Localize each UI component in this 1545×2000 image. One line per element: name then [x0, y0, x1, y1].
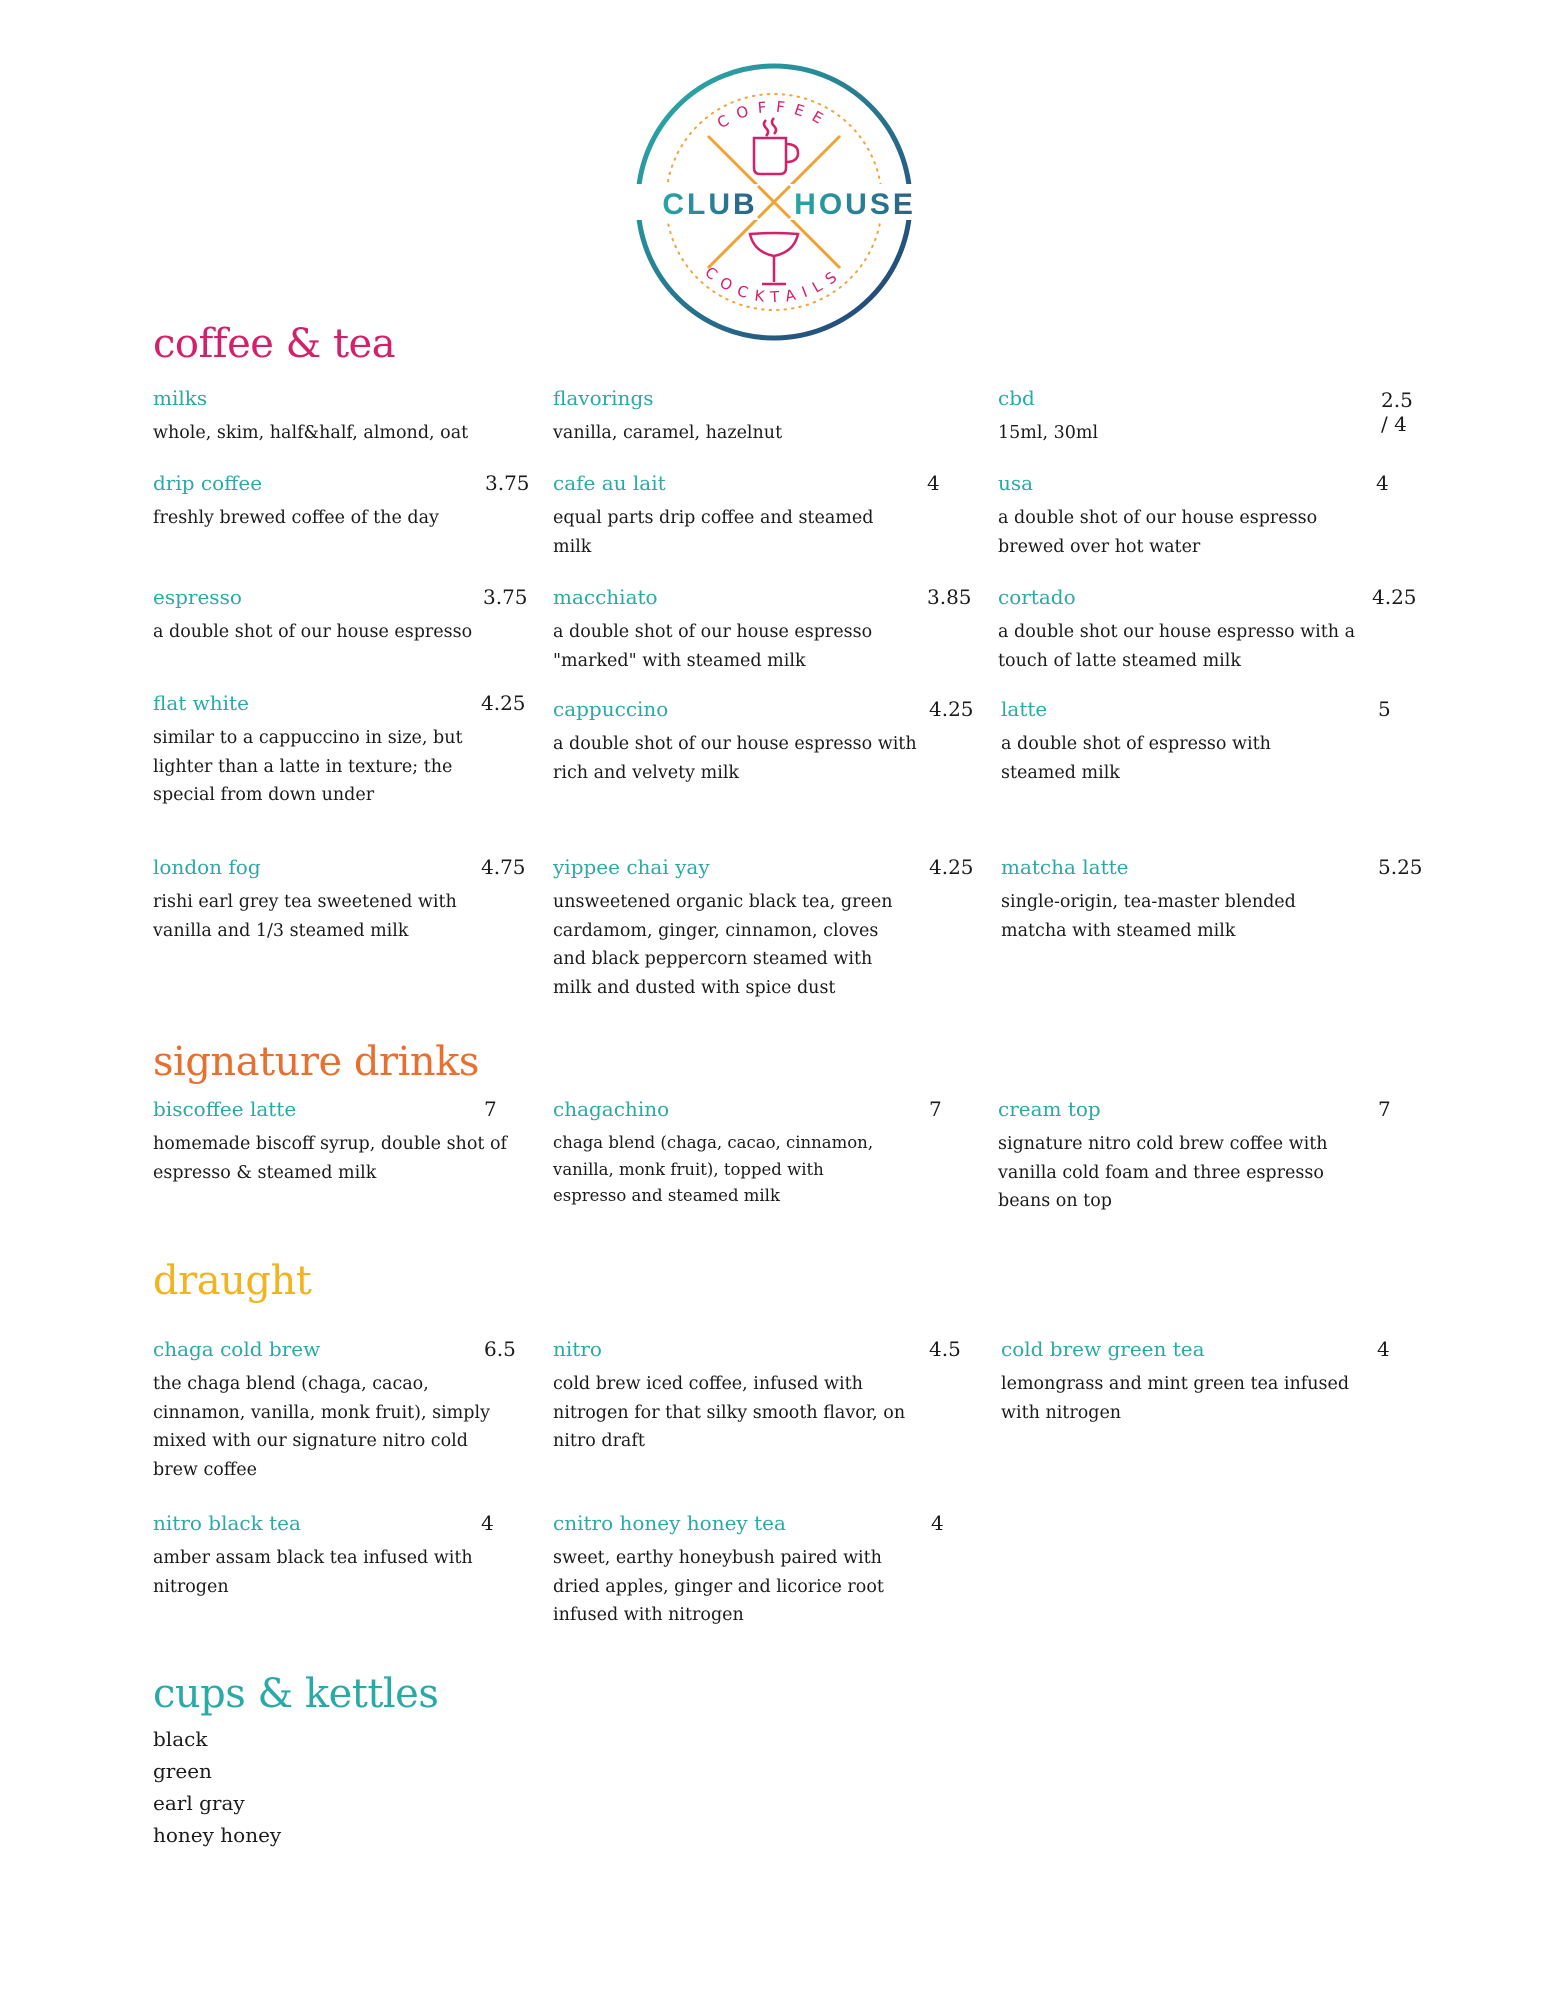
- menu-item-cortado: [998, 585, 1417, 675]
- logo-club-text: CLUB: [662, 188, 758, 221]
- list-item: black: [153, 1727, 208, 1751]
- item-name: macchiato: [553, 585, 658, 609]
- list-item: earl gray: [153, 1791, 245, 1815]
- item-desc: chaga blend (chaga, cacao, cinnamon, vanilla, monk fruit), topped with espresso and steamed milk: [553, 1133, 874, 1205]
- item-desc: a double shot of espresso with steamed milk: [1001, 734, 1271, 783]
- logo-house-text: HOUSE: [794, 188, 916, 221]
- item-desc: 15ml, 30ml: [998, 423, 1099, 443]
- menu-item-drip-coffee: [153, 471, 530, 533]
- cocktail-glass-icon: [750, 233, 798, 284]
- menu-item-flavorings: [553, 386, 953, 448]
- menu-item-cbd: [998, 386, 1413, 448]
- item-name: cnitro honey honey tea: [553, 1511, 786, 1535]
- item-desc: rishi earl grey tea sweetened with vanilla and 1/3 steamed milk: [153, 892, 457, 941]
- menu-item-latte: [1001, 697, 1391, 787]
- item-price: 2.5 / 4: [1381, 388, 1413, 436]
- item-desc: a double shot of our house espresso brewed over hot water: [998, 508, 1318, 557]
- item-name: london fog: [153, 855, 261, 879]
- item-name: cortado: [998, 585, 1076, 609]
- menu-item-chagachino: [553, 1097, 973, 1210]
- item-desc: a double shot of our house espresso "marked" with steamed milk: [553, 622, 873, 671]
- item-name: flavorings: [553, 386, 654, 410]
- menu-item-flat-white: [153, 691, 526, 810]
- item-desc: whole, skim, half&half, almond, oat: [153, 423, 469, 443]
- item-desc: sweet, earthy honeybush paired with dried apples, ginger and licorice root infused with nitrogen: [553, 1548, 884, 1625]
- item-desc: cold brew iced coffee, infused with nitrogen for that silky smooth flavor, on nitro draft: [553, 1374, 906, 1451]
- item-desc: lemongrass and mint green tea infused with nitrogen: [1001, 1374, 1350, 1423]
- item-price: 4: [481, 1511, 494, 1535]
- item-price: 4.5: [929, 1337, 961, 1361]
- item-name: cream top: [998, 1097, 1101, 1121]
- item-desc: the chaga blend (chaga, cacao, cinnamon, vanilla, monk fruit), simply mixed with our signature nitro cold brew coffee: [153, 1374, 490, 1480]
- item-price: 5: [1378, 697, 1391, 721]
- list-item: green: [153, 1759, 212, 1783]
- menu-item-milks: [153, 386, 553, 448]
- item-desc: vanilla, caramel, hazelnut: [553, 423, 783, 443]
- item-name: latte: [1001, 697, 1048, 721]
- item-desc: similar to a cappuccino in size, but lighter than a latte in texture; the special from down under: [153, 728, 463, 805]
- list-item: honey honey: [153, 1823, 282, 1847]
- menu-item-yippee-chai-yay: [553, 855, 973, 1002]
- menu-item-chaga-cold-brew: [153, 1337, 533, 1484]
- item-desc: freshly brewed coffee of the day: [153, 508, 439, 528]
- item-name: chaga cold brew: [153, 1337, 321, 1361]
- item-name: milks: [153, 386, 208, 410]
- item-price: 5.25: [1378, 855, 1423, 879]
- menu-item-matcha-latte: [1001, 855, 1421, 945]
- menu-item-cnitro-honey-honey-tea: [553, 1511, 973, 1630]
- item-name: cold brew green tea: [1001, 1337, 1205, 1361]
- menu-item-usa: [998, 471, 1389, 561]
- item-price: 3.85: [927, 585, 972, 609]
- item-name: cappuccino: [553, 697, 669, 721]
- item-name: cbd: [998, 386, 1035, 410]
- section-title-coffee-tea: coffee & tea: [153, 321, 396, 367]
- item-price: 7: [929, 1097, 942, 1121]
- menu-item-cafe-au-lait: [553, 471, 940, 561]
- item-name: matcha latte: [1001, 855, 1129, 879]
- item-price: 4.25: [1372, 585, 1417, 609]
- item-name: drip coffee: [153, 471, 263, 495]
- item-desc: equal parts drip coffee and steamed milk: [553, 508, 874, 557]
- item-name: yippee chai yay: [553, 855, 710, 879]
- item-name: nitro black tea: [153, 1511, 301, 1535]
- coffee-mug-icon: [754, 118, 798, 174]
- club-house-logo: [628, 56, 920, 348]
- item-name: biscoffee latte: [153, 1097, 297, 1121]
- item-price: 7: [484, 1097, 497, 1121]
- section-title-draught: draught: [153, 1258, 312, 1304]
- item-price: 3.75: [483, 585, 528, 609]
- item-price: 4.75: [481, 855, 526, 879]
- menu-item-nitro: [553, 1337, 973, 1456]
- item-desc: signature nitro cold brew coffee with vanilla cold foam and three espresso beans on top: [998, 1134, 1328, 1211]
- item-desc: a double shot our house espresso with a touch of latte steamed milk: [998, 622, 1356, 671]
- item-price: 6.5: [484, 1337, 516, 1361]
- item-price: 4.25: [481, 691, 526, 715]
- item-price: 4: [931, 1511, 944, 1535]
- item-price: 4: [927, 471, 940, 495]
- item-name: flat white: [153, 691, 249, 715]
- item-price: 4.25: [929, 697, 974, 721]
- item-price: 3.75: [485, 471, 530, 495]
- menu-item-macchiato: [553, 585, 972, 675]
- menu-item-biscoffee-latte: [153, 1097, 533, 1187]
- item-desc: a double shot of our house espresso with rich and velvety milk: [553, 734, 917, 783]
- logo-bottom-text: COCKTAILS: [701, 263, 847, 307]
- logo-top-text: COFFEE: [714, 97, 834, 133]
- item-name: usa: [998, 471, 1034, 495]
- section-title-signature-drinks: signature drinks: [153, 1039, 479, 1085]
- item-name: espresso: [153, 585, 242, 609]
- menu-item-cold-brew-green-tea: [1001, 1337, 1421, 1427]
- section-title-cups-kettles: cups & kettles: [153, 1671, 439, 1717]
- menu-item-espresso: [153, 585, 528, 647]
- item-name: nitro: [553, 1337, 602, 1361]
- item-price: 7: [1378, 1097, 1391, 1121]
- cups-kettles-list: [153, 1723, 281, 1851]
- item-desc: single-origin, tea-master blended matcha with steamed milk: [1001, 892, 1296, 941]
- item-price: 4: [1376, 471, 1389, 495]
- item-price: 4: [1377, 1337, 1390, 1361]
- menu-item-london-fog: [153, 855, 533, 945]
- item-desc: unsweetened organic black tea, green cardamom, ginger, cinnamon, cloves and black peppercorn steamed with milk and dusted with spice dust: [553, 892, 893, 998]
- item-price: 4.25: [929, 855, 974, 879]
- item-desc: a double shot of our house espresso: [153, 622, 473, 642]
- item-name: cafe au lait: [553, 471, 666, 495]
- menu-item-cappuccino: [553, 697, 973, 787]
- item-desc: homemade biscoff syrup, double shot of espresso & steamed milk: [153, 1134, 507, 1183]
- item-desc: amber assam black tea infused with nitrogen: [153, 1548, 473, 1597]
- item-name: chagachino: [553, 1097, 670, 1121]
- menu-item-cream-top: [998, 1097, 1398, 1216]
- menu-item-nitro-black-tea: [153, 1511, 533, 1601]
